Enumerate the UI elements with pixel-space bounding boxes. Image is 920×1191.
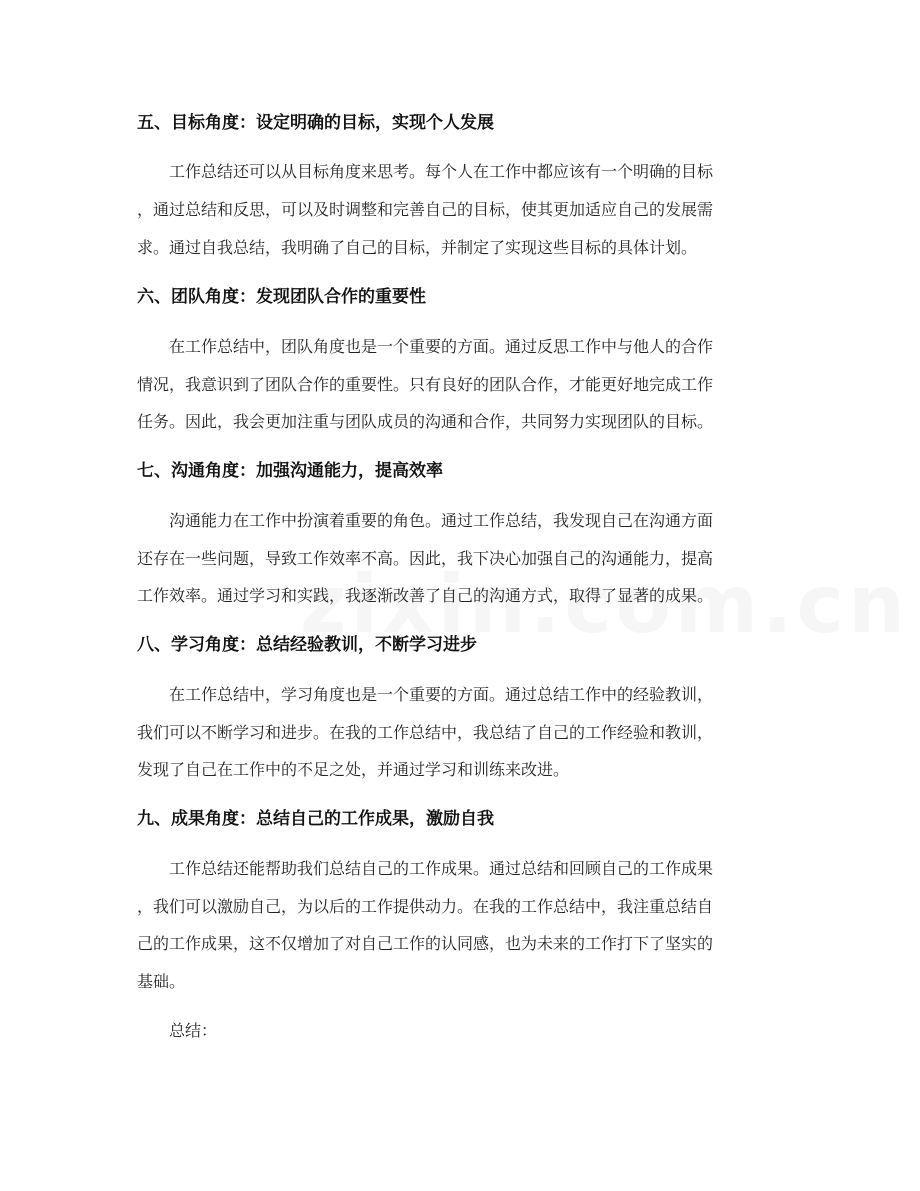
paragraph-line: ，我们可以激励自己，为以后的工作提供动力。在我的工作总结中，我注重总结自 (137, 897, 714, 916)
section-heading: 七、沟通角度：加强沟通能力，提高效率 (137, 461, 443, 481)
paragraph-line: 在工作总结中，团队角度也是一个重要的方面。通过反思工作中与他人的合作 (137, 337, 714, 356)
paragraph-line: 工作效率。通过学习和实践，我逐渐改善了自己的沟通方式，取得了显著的成果。 (137, 586, 714, 605)
paragraph-line: 沟通能力在工作中扮演着重要的角色。通过工作总结，我发现自己在沟通方面 (137, 511, 714, 530)
paragraph-line: 还存在一些问题，导致工作效率不高。因此，我下决心加强自己的沟通能力，提高 (137, 549, 714, 568)
paragraph-line: 我们可以不断学习和进步。在我的工作总结中，我总结了自己的工作经验和教训， (137, 723, 714, 742)
paragraph-line: ，通过总结和反思，可以及时调整和完善自己的目标，使其更加适应自己的发展需 (137, 200, 714, 219)
paragraph-line: 工作总结还能帮助我们总结自己的工作成果。通过总结和回顾自己的工作成果 (137, 859, 714, 878)
paragraph-line: 任务。因此，我会更加注重与团队成员的沟通和合作，共同努力实现团队的目标。 (137, 412, 714, 431)
section-heading: 六、团队角度：发现团队合作的重要性 (137, 287, 426, 307)
section-heading: 五、目标角度：设定明确的目标，实现个人发展 (137, 113, 494, 133)
closing-label: 总结： (137, 1021, 218, 1040)
paragraph-line: 基础。 (137, 972, 186, 991)
section-heading: 九、成果角度：总结自己的工作成果，激励自我 (137, 809, 494, 829)
paragraph-line: 求。通过自我总结，我明确了自己的目标，并制定了实现这些目标的具体计划。 (137, 238, 698, 257)
paragraph-line: 己的工作成果，这不仅增加了对自己工作的认同感，也为未来的工作打下了坚实的 (137, 934, 714, 953)
paragraph-line: 工作总结还可以从目标角度来思考。每个人在工作中都应该有一个明确的目标 (137, 162, 714, 181)
paragraph-line: 在工作总结中，学习角度也是一个重要的方面。通过总结工作中的经验教训， (137, 685, 714, 704)
paragraph-line: 情况，我意识到了团队合作的重要性。只有良好的团队合作，才能更好地完成工作 (137, 375, 714, 394)
paragraph-line: 发现了自己在工作中的不足之处，并通过学习和训练来改进。 (137, 760, 570, 779)
section-heading: 八、学习角度：总结经验教训，不断学习进步 (137, 635, 477, 655)
